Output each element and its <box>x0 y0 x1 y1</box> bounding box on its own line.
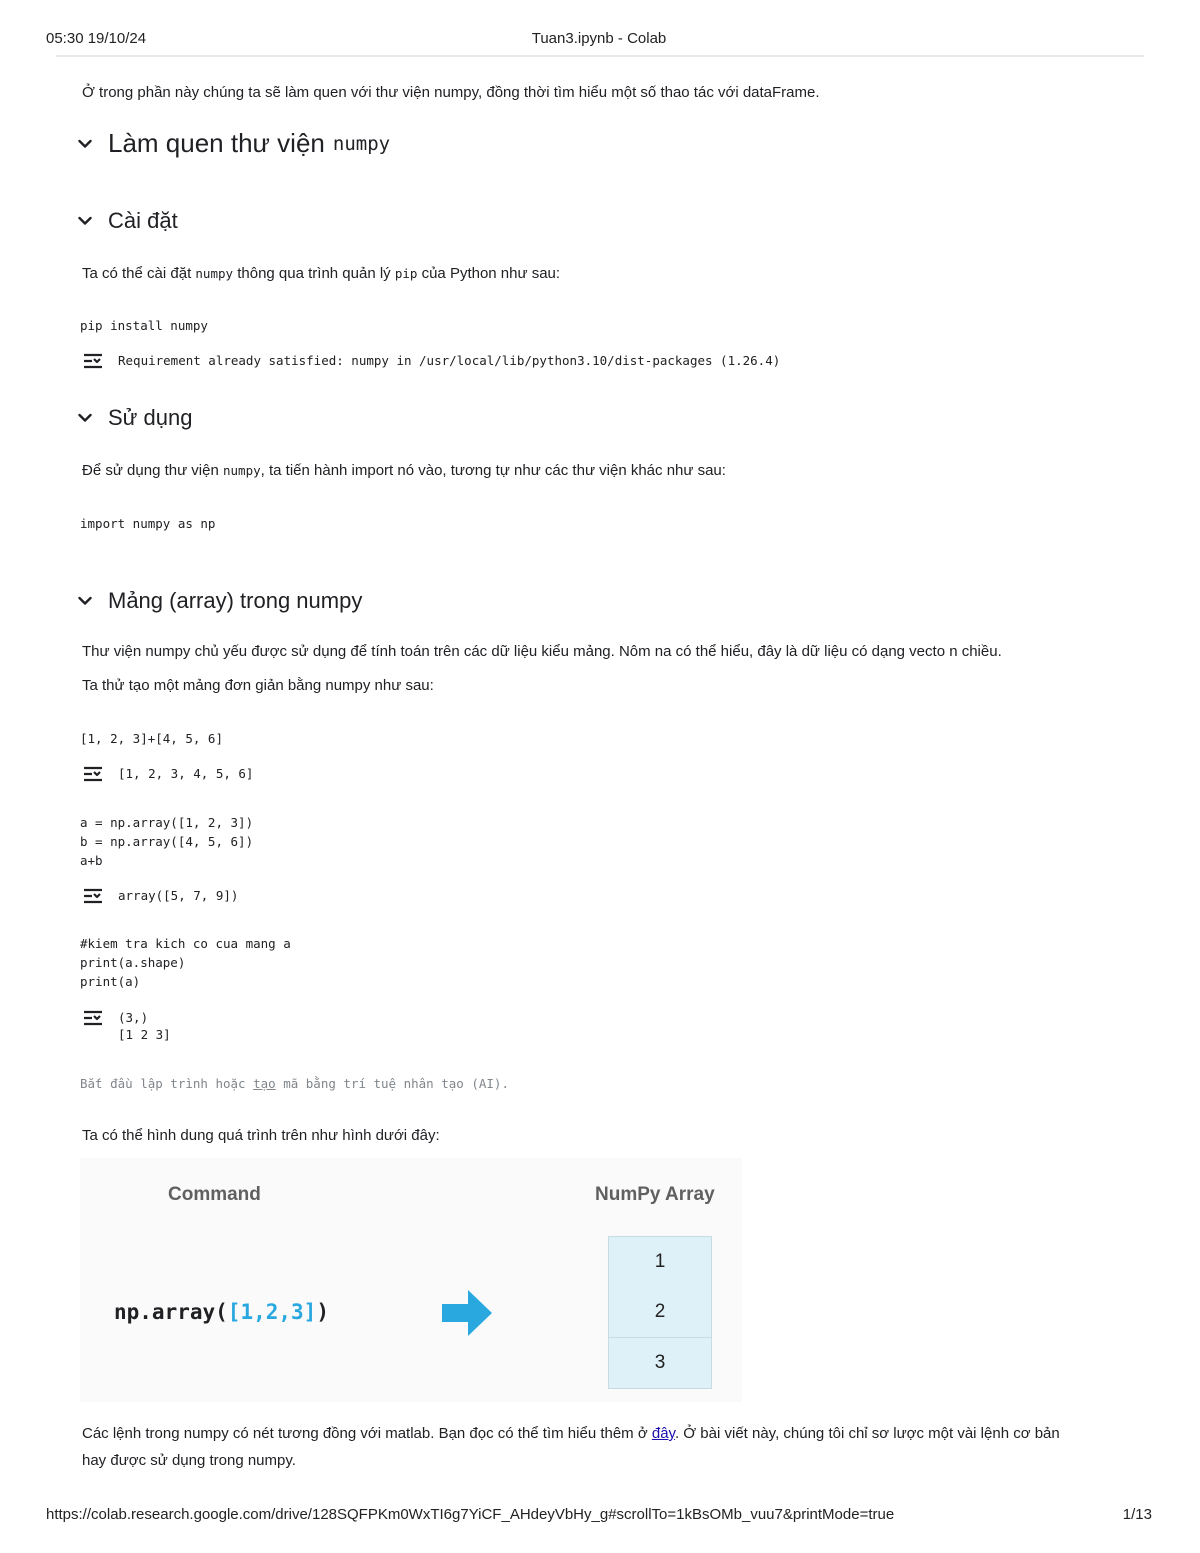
text: Các lệnh trong numpy có nét tương đồng với matlab. Bạn đọc có thể tìm hiểu thêm ở <box>82 1425 652 1442</box>
cmd-prefix: np.array( <box>114 1300 228 1324</box>
output-text: array([5, 7, 9]) <box>118 888 239 903</box>
array-cell: 2 <box>654 1301 666 1322</box>
text: Bắt đầu lập trình hoặc <box>80 1076 254 1091</box>
output-text: (3,) [1 2 3] <box>118 1010 171 1042</box>
print-timestamp: 05:30 19/10/24 <box>46 30 147 47</box>
chevron-down-icon[interactable] <box>76 135 94 153</box>
section-heading-usage[interactable] <box>76 405 192 431</box>
output-toggle-icon[interactable] <box>82 765 106 783</box>
numpy-array-label: NumPy Array <box>595 1184 715 1205</box>
output-list-concat <box>82 765 253 783</box>
output-toggle-icon[interactable] <box>82 1009 106 1027</box>
code-cell-list-concat[interactable]: [1, 2, 3]+[4, 5, 6] <box>80 731 223 746</box>
output-toggle-icon[interactable] <box>82 352 106 370</box>
text: . Ở bài viết này, chúng tôi chỉ sơ lược một vài lệnh cơ bản hay được sử dụng trong numpy. <box>82 1425 1060 1469</box>
cmd-suffix: ) <box>316 1300 329 1324</box>
chevron-down-icon[interactable] <box>76 212 94 230</box>
output-toggle-icon[interactable] <box>82 887 106 905</box>
text: Để sử dụng thư viện <box>82 462 223 479</box>
arrays-para-2: Ta thử tạo một mảng đơn giản bằng numpy như sau: <box>82 677 434 694</box>
text: Ta có thể cài đặt <box>82 265 196 282</box>
intro-text: Ở trong phần này chúng ta sẽ làm quen với thư viện numpy, đồng thời tìm hiểu một số thao tác với dataFrame. <box>82 84 820 101</box>
section-heading-arrays[interactable] <box>76 588 362 614</box>
generate-link[interactable]: tạo <box>253 1076 276 1091</box>
text: của Python như sau: <box>417 265 561 282</box>
section-title: Sử dụng <box>108 405 193 430</box>
numpy-array-diagram <box>80 1158 742 1402</box>
section-title-code: numpy <box>332 132 391 155</box>
section-heading-install[interactable] <box>76 208 178 234</box>
usage-text <box>82 457 1082 484</box>
code-cell-shape[interactable]: #kiem tra kich co cua mang a print(a.shape) print(a) <box>80 936 291 989</box>
cmd-values: [1,2,3] <box>227 1300 317 1324</box>
array-cell: 3 <box>609 1337 711 1388</box>
text: mã bằng trí tuệ nhân tạo (AI). <box>275 1076 509 1091</box>
chevron-down-icon[interactable] <box>76 409 94 427</box>
print-url: https://colab.research.google.com/drive/128SQFPKm0WxTI6g7YiCF_AHdeyVbHy_g#scrollTo=1kBsOMb_vuu7&printMode=true <box>46 1506 895 1523</box>
command-label: Command <box>168 1184 261 1205</box>
section-title: Làm quen thư viện <box>108 128 325 158</box>
code-cell-install[interactable]: pip install numpy <box>80 318 208 333</box>
inline-code: numpy <box>223 463 261 478</box>
output-text: [1, 2, 3, 4, 5, 6] <box>118 766 254 781</box>
output-install <box>82 352 780 370</box>
print-header <box>46 30 1152 50</box>
arrow-right-icon <box>442 1290 492 1336</box>
code-cell-array-add[interactable]: a = np.array([1, 2, 3]) b = np.array([4, 5, 6]) a+b <box>80 815 254 868</box>
inline-code: numpy <box>195 266 234 281</box>
section-title: Cài đặt <box>108 208 178 233</box>
numpy-array-cells <box>608 1236 712 1389</box>
command-code <box>114 1300 329 1324</box>
page-number: 1/13 <box>1122 1506 1152 1523</box>
output-shape <box>82 1009 171 1043</box>
inline-code: pip <box>394 266 418 281</box>
chevron-down-icon[interactable] <box>76 592 94 610</box>
reference-link[interactable]: đây <box>651 1425 675 1442</box>
array-cell: 1 <box>654 1251 666 1272</box>
text: thông qua trình quản lý <box>233 265 395 282</box>
output-array-add <box>82 887 238 905</box>
print-title: Tuan3.ipynb - Colab <box>531 30 667 47</box>
arrays-para-1: Thư viện numpy chủ yếu được sử dụng để tính toán trên các dữ liệu kiểu mảng. Nôm na có thể hiểu, đây là dữ liệu có dạng vecto n chiều. <box>82 643 1002 660</box>
text: , ta tiến hành import nó vào, tương tự như các thư viện khác như sau: <box>260 462 726 479</box>
install-text <box>82 260 1082 287</box>
section-title: Mảng (array) trong numpy <box>108 588 363 613</box>
output-text: Requirement already satisfied: numpy in /usr/local/lib/python3.10/dist-packages (1.26.4) <box>118 353 781 368</box>
arrays-para-3: Ta có thể hình dung quá trình trên như hình dưới đây: <box>82 1127 440 1144</box>
arrays-para-4 <box>82 1420 1082 1474</box>
section-heading-numpy[interactable] <box>76 128 390 159</box>
code-cell-import[interactable]: import numpy as np <box>80 516 216 531</box>
header-divider <box>56 55 1144 57</box>
ai-codegen-hint <box>80 1076 509 1091</box>
